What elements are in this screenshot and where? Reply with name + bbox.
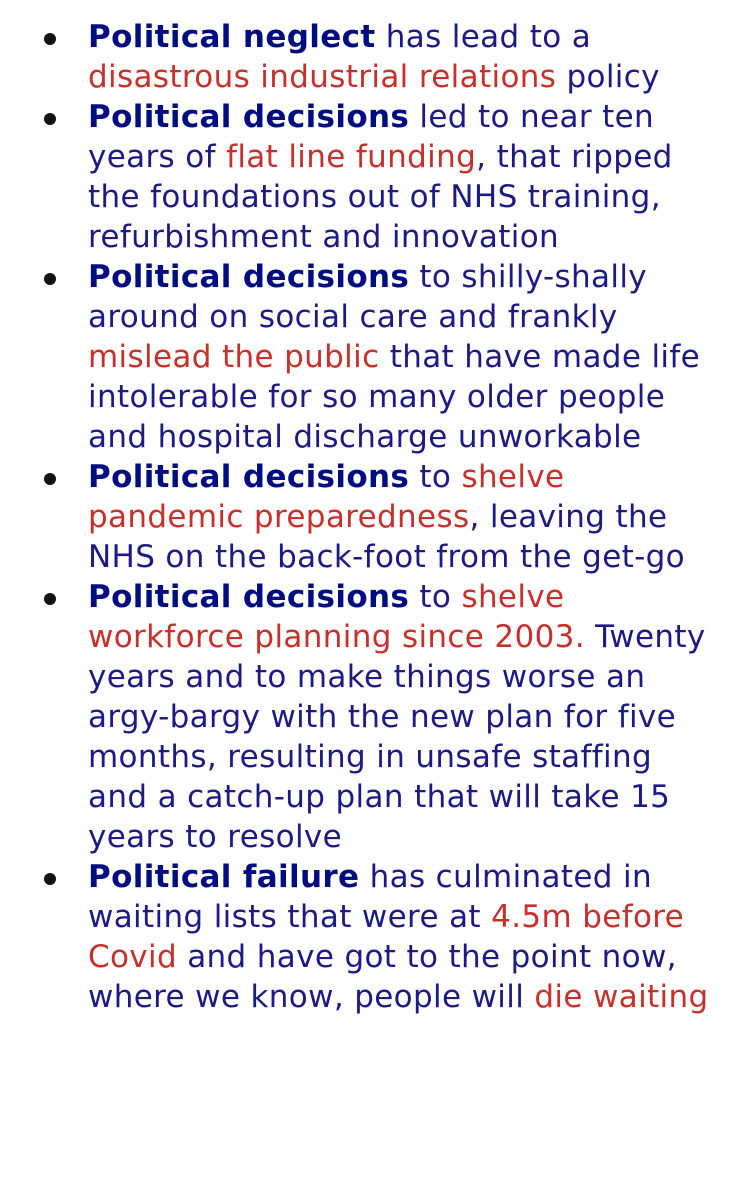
bullet-list [0, 17, 738, 1017]
bullet-item [0, 457, 738, 577]
body-text: , that ripped the foundations out of NHS training, refurbishment and innovation [88, 139, 673, 255]
body-text: and have got to the point now, where we know, people will [88, 939, 677, 1015]
bullet-item [0, 97, 738, 257]
body-text: policy [556, 59, 660, 95]
body-text: to shilly-shally around on social care and frankly [88, 259, 647, 335]
body-text: Twenty years and to make things worse an argy-bargy with the new plan for five months, resulting in unsafe staffing and a catch-up plan that will take 15 years to resolve [88, 619, 706, 855]
bullet-dot-icon [44, 473, 56, 485]
bullet-item [0, 257, 738, 457]
highlight-phrase: 4.5m before Covid [88, 899, 685, 975]
lead-phrase: Political decisions [88, 459, 410, 495]
lead-phrase: Political neglect [88, 19, 376, 55]
body-text: to [409, 459, 462, 495]
bullet-item [0, 577, 738, 857]
bullet-dot-icon [44, 113, 56, 125]
highlight-phrase: die waiting [534, 979, 709, 1015]
document [0, 17, 738, 1017]
bullet-item [0, 857, 738, 1017]
highlight-phrase: mislead the public [88, 339, 380, 375]
highlight-phrase: shelve pandemic preparedness [88, 459, 565, 535]
bullet-item [0, 17, 738, 97]
highlight-phrase: shelve workforce planning since 2003. [88, 579, 585, 655]
lead-phrase: Political decisions [88, 579, 410, 615]
bullet-dot-icon [44, 273, 56, 285]
lead-phrase: Political decisions [88, 259, 410, 295]
lead-phrase: Political decisions [88, 99, 410, 135]
highlight-phrase: disastrous industrial relations [88, 59, 557, 95]
highlight-phrase: flat line funding [226, 139, 477, 175]
body-text: , leaving the NHS on the back-foot from the get-go [88, 499, 685, 575]
bullet-dot-icon [44, 33, 56, 45]
body-text: has culminated in waiting lists that were at [88, 859, 653, 935]
body-text: has lead to a [375, 19, 592, 55]
body-text: that have made life intolerable for so many older people and hospital discharge unworkable [88, 339, 701, 455]
lead-phrase: Political failure [88, 859, 360, 895]
bullet-dot-icon [44, 873, 56, 885]
bullet-dot-icon [44, 593, 56, 605]
body-text: to [409, 579, 462, 615]
body-text: led to near ten years of [88, 99, 655, 175]
